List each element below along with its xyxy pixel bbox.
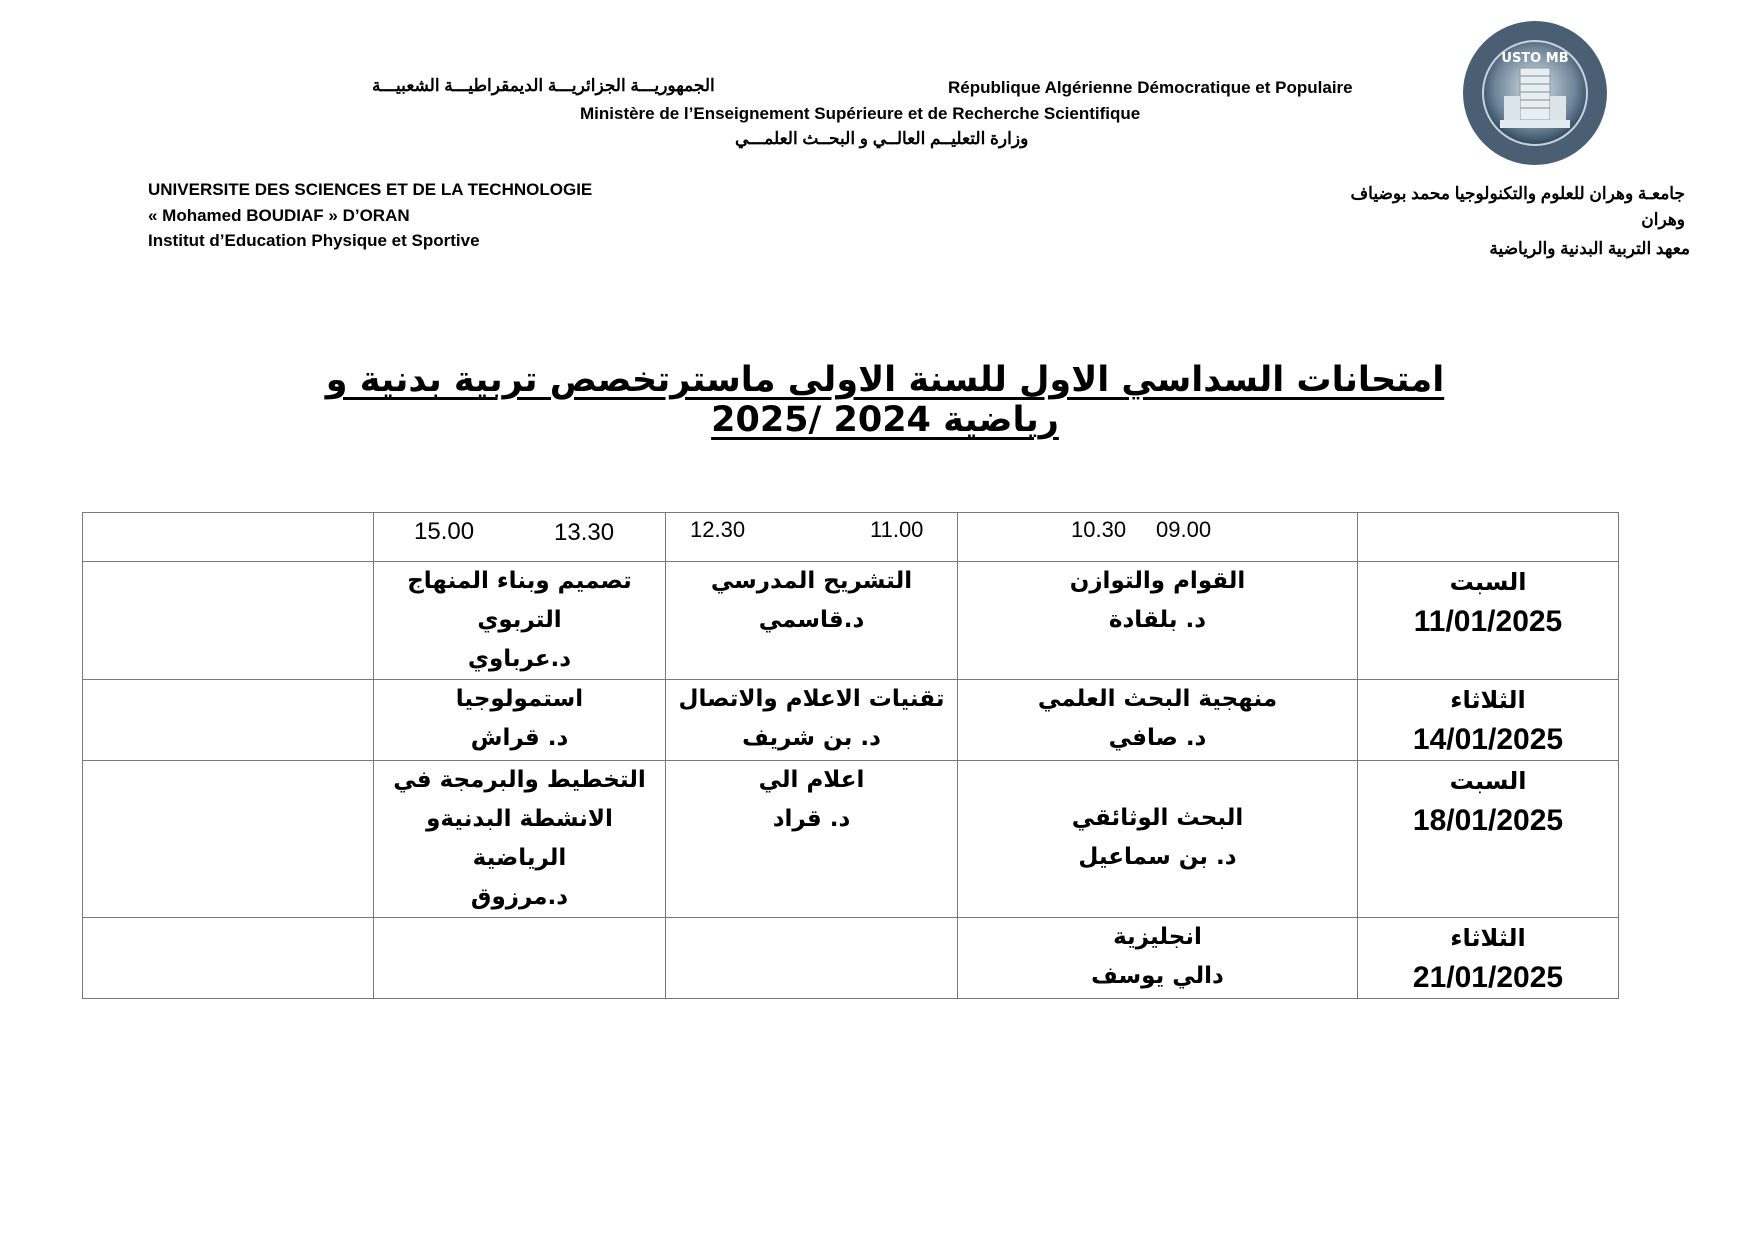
exam-teacher: د.مرزوق (470, 884, 569, 910)
exam-date: 18/01/2025 (1412, 804, 1564, 837)
exam-date: 14/01/2025 (1412, 723, 1564, 756)
empty-cell (83, 513, 374, 562)
exam-cell (374, 761, 666, 918)
exam-subject: منهجية البحث العلمي (1037, 686, 1278, 712)
empty-cell (83, 562, 374, 680)
exam-subject: اعلام الي (758, 767, 865, 793)
day-cell (1358, 562, 1619, 680)
exam-cell (666, 680, 958, 761)
republic-arabic: الجمهوريـــة الجزائريـــة الديمقراطيـــة الشعبيـــة (372, 76, 715, 95)
exam-cell (666, 562, 958, 680)
day-cell (1358, 918, 1619, 999)
exam-subject: الرياضية (472, 845, 567, 871)
exam-subject: القوام والتوازن (1069, 568, 1246, 594)
exam-cell (958, 680, 1358, 761)
university-name-arabic-line1: جامعـة وهران للعلوم والتكنولوجيا محمد بوضياف (1350, 184, 1685, 203)
time-slot-1 (958, 513, 1358, 562)
exam-teacher: د. بن شريف (742, 725, 881, 751)
republic-french: République Algérienne Démocratique et Populaire (948, 78, 1353, 97)
exam-teacher: د. قراش (470, 725, 569, 751)
institute-name-arabic-cropped: معهد التربية البدنية والرياضية (1489, 239, 1690, 258)
exam-subject: تصميم وبناء المنهاج (407, 568, 632, 594)
slot1-end-time: 10.30 (1071, 517, 1127, 542)
exam-subject: تقنيات الاعلام والاتصال (678, 686, 945, 712)
exam-subject: استمولوجيا (455, 686, 584, 712)
table-row (83, 761, 1619, 918)
exam-subject: التربوي (477, 607, 562, 633)
exam-cell (666, 761, 958, 918)
institute-name-french: Institut d’Education Physique et Sportive (148, 231, 480, 250)
exam-subject: التخطيط والبرمجة في (393, 767, 646, 793)
exam-subject: البحث الوثائقي (1071, 805, 1244, 831)
exam-teacher: د.عرباوي (467, 646, 572, 672)
table-row (83, 562, 1619, 680)
university-name-french-line2: « Mohamed BOUDIAF » D’ORAN (148, 206, 410, 225)
empty-cell (83, 761, 374, 918)
ministry-arabic: وزارة التعليــم العالــي و البحــث العلمـــي (735, 129, 1029, 148)
day-name: الثلاثاء (1450, 924, 1526, 952)
exam-teacher: د.قاسمي (758, 607, 865, 633)
exam-subject: الانشطة البدنيةو (426, 806, 613, 832)
exam-teacher: د. بلقادة (1108, 607, 1207, 633)
exam-teacher: د. صافي (1108, 725, 1207, 751)
exam-teacher: د. بن سماعيل (1078, 844, 1237, 870)
table-row (83, 680, 1619, 761)
university-name-french-line1: UNIVERSITE DES SCIENCES ET DE LA TECHNOLOGIE (148, 180, 593, 199)
empty-cell (1358, 513, 1619, 562)
table-row (83, 918, 1619, 999)
empty-cell (83, 680, 374, 761)
day-name: الثلاثاء (1450, 686, 1526, 714)
document-title: امتحانات السداسي الاول للسنة الاولى ماسترتخصص تربية بدنية و رياضية 2024 /2025 (325, 360, 1445, 440)
empty-cell (374, 918, 666, 999)
university-logo (1460, 18, 1610, 168)
exam-cell (958, 562, 1358, 680)
exam-schedule-table (82, 512, 1619, 999)
empty-cell (666, 918, 958, 999)
slot2-start-time: 11.00 (870, 517, 924, 542)
exam-date: 11/01/2025 (1413, 605, 1563, 638)
exam-cell (958, 761, 1358, 918)
exam-cell (374, 562, 666, 680)
exam-teacher: دالي يوسف (1091, 963, 1224, 989)
day-cell (1358, 680, 1619, 761)
svg-text:USTO MB: USTO MB (1501, 51, 1569, 66)
day-cell (1358, 761, 1619, 918)
university-name-arabic-line2: وهران (1641, 210, 1685, 229)
exam-cell (374, 680, 666, 761)
ministry-french: Ministère de l’Enseignement Supérieure et de Recherche Scientifique (580, 104, 1141, 123)
exam-subject: التشريح المدرسي (710, 568, 913, 594)
empty-cell (83, 918, 374, 999)
exam-subject: انجليزية (1113, 924, 1202, 950)
time-slot-2 (666, 513, 958, 562)
exam-cell (958, 918, 1358, 999)
slot3-end-time: 15.00 (414, 518, 475, 545)
day-name: السبت (1449, 568, 1527, 596)
time-slot-3 (374, 513, 666, 562)
slot3-start-time: 13.30 (554, 519, 615, 546)
exam-date: 21/01/2025 (1412, 961, 1564, 994)
slot1-start-time: 09.00 (1156, 517, 1212, 542)
exam-teacher: د. قراد (772, 806, 851, 832)
time-slots-row (83, 513, 1619, 562)
day-name: السبت (1449, 767, 1527, 795)
slot2-end-time: 12.30 (690, 517, 746, 542)
